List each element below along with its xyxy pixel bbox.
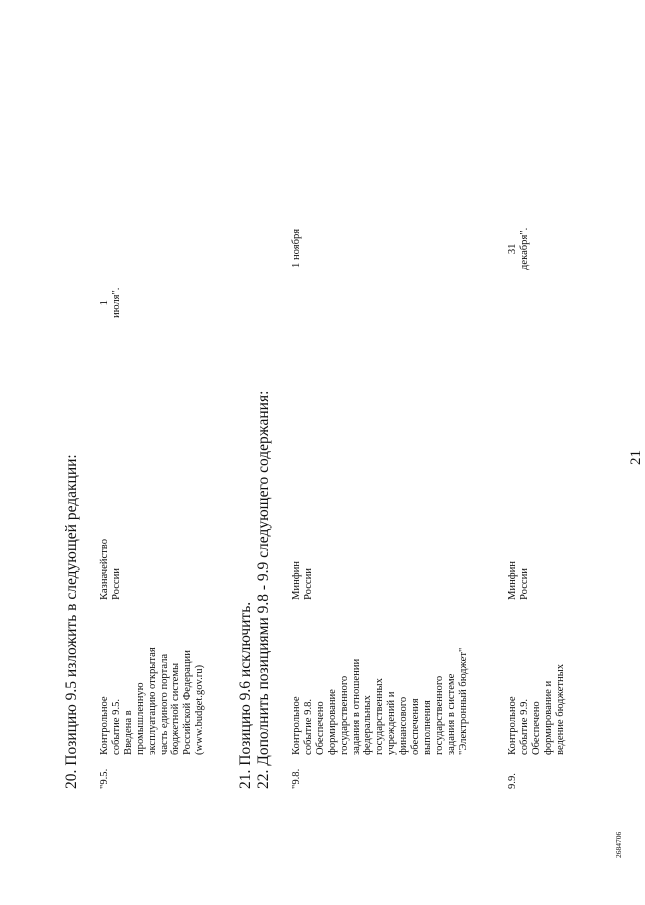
page-number: 21 — [628, 450, 644, 465]
row-9-9-organization: Минфин России — [507, 561, 530, 600]
row-9-8-organization: Минфин России — [291, 561, 314, 600]
row-9-9-description: Контрольное событие 9.9. Обеспечено формирование и ведение бюджетных — [507, 663, 566, 755]
heading-item-22: 22. Дополнить позициями 9.8 - 9.9 следующего содержания: — [255, 390, 272, 789]
row-9-5-description: Контрольное событие 9.5. Введена в промышленную эксплуатацию открытая часть единого портала бюджетной системы Российской Федерации (www.budget.gov.ru) — [99, 647, 206, 755]
row-9-5-number: "9.5. — [99, 768, 110, 789]
heading-item-20: 20. Позицию 9.5 изложить в следующей редакции: — [63, 454, 80, 789]
row-9-5-organization: Казначейство России — [99, 538, 122, 600]
heading-item-21: 21. Позицию 9.6 исключить. — [237, 601, 254, 789]
row-9-8-deadline: 1 ноября — [291, 228, 302, 268]
document-code: 2684706 — [614, 831, 623, 858]
row-9-9-number: 9.9. — [507, 773, 518, 789]
row-9-9-deadline: 31 декабря". — [507, 227, 530, 270]
row-9-8-description: Контрольное событие 9.8. Обеспечено формирование государственного задания в отношении федеральных государственных учреждений и финансового обеспечения выполнения государственного задания в системе "Электронный бюджет" — [291, 647, 469, 755]
row-9-8-number: "9.8. — [291, 768, 302, 789]
row-9-5-deadline: 1 июля". — [99, 287, 122, 318]
